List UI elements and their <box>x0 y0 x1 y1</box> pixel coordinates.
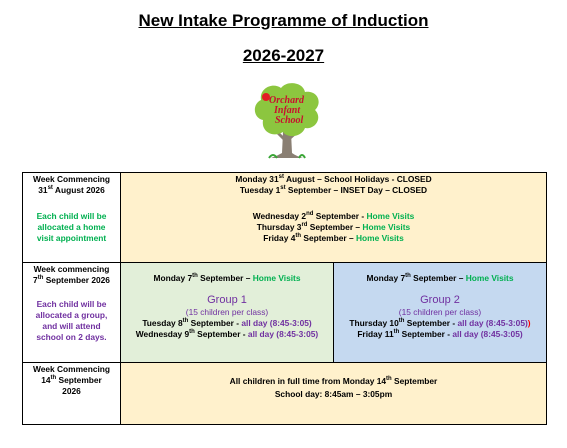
detail-line: Thursday 3rd September – Home Visits <box>256 222 411 232</box>
note-line: visit appointment <box>36 233 107 243</box>
induction-schedule-table <box>22 172 547 425</box>
group-heading: Monday 7th September – Home Visits <box>366 273 514 283</box>
week-date: 31st August 2026 <box>38 185 105 195</box>
table-row <box>23 363 547 425</box>
week-date: 14th September <box>41 375 102 385</box>
note-line: allocated a home <box>37 222 106 232</box>
group-size: (15 children per class) <box>185 307 269 317</box>
week-date: 7th September 2026 <box>33 275 110 285</box>
detail-line: Monday 31st August – School Holidays - CLOSED <box>235 174 432 184</box>
note-line: Each child will be <box>36 299 107 309</box>
logo-text-school: School <box>275 115 304 126</box>
detail-line: Tuesday 1st September – INSET Day – CLOSED <box>239 185 428 195</box>
week-year: 2026 <box>62 386 81 396</box>
group-day: Tuesday 8th September - all day (8:45-3:05) <box>142 318 312 328</box>
week-label: Week commencing <box>33 264 110 274</box>
week-cell <box>23 363 121 425</box>
week-cell <box>23 173 121 263</box>
table-row <box>23 263 547 363</box>
detail-line: School day: 8:45am – 3:05pm <box>274 389 393 399</box>
week-details-cell <box>121 173 547 263</box>
group-day: Thursday 10th September - all day (8:45-3:05)) <box>349 318 531 328</box>
table-row <box>23 173 547 263</box>
note-line: and will attend <box>42 321 101 331</box>
group-1-cell <box>121 263 334 363</box>
logo-text-infant: Infant <box>274 105 301 116</box>
week-label: Week Commencing <box>32 174 111 184</box>
detail-line: All children in full time from Monday 14th September <box>229 376 438 386</box>
school-logo-tree-icon <box>249 80 325 162</box>
week-cell <box>23 263 121 363</box>
page-subtitle-year: 2026-2027 <box>242 46 325 65</box>
note-line: Each child will be <box>36 211 107 221</box>
note-line: allocated a group, <box>35 310 108 320</box>
group-name: Group 1 <box>207 294 247 306</box>
detail-line: Wednesday 2nd September - Home Visits <box>252 211 415 221</box>
group-day: Wednesday 9th September - all day (8:45-3:05) <box>135 329 319 339</box>
group-name: Group 2 <box>420 294 460 306</box>
group-heading: Monday 7th September – Home Visits <box>153 273 301 283</box>
note-line: school on 2 days. <box>36 332 107 342</box>
detail-line: Friday 4th September – Home Visits <box>263 233 404 243</box>
week-label: Week Commencing <box>32 364 111 374</box>
week-details-cell <box>121 363 547 425</box>
logo-text-orchard: Orchard <box>269 95 305 106</box>
group-day: Friday 11th September - all day (8:45-3:05) <box>357 329 523 339</box>
group-2-cell <box>334 263 547 363</box>
group-size: (15 children per class) <box>398 307 482 317</box>
page-title: New Intake Programme of Induction <box>138 11 429 30</box>
